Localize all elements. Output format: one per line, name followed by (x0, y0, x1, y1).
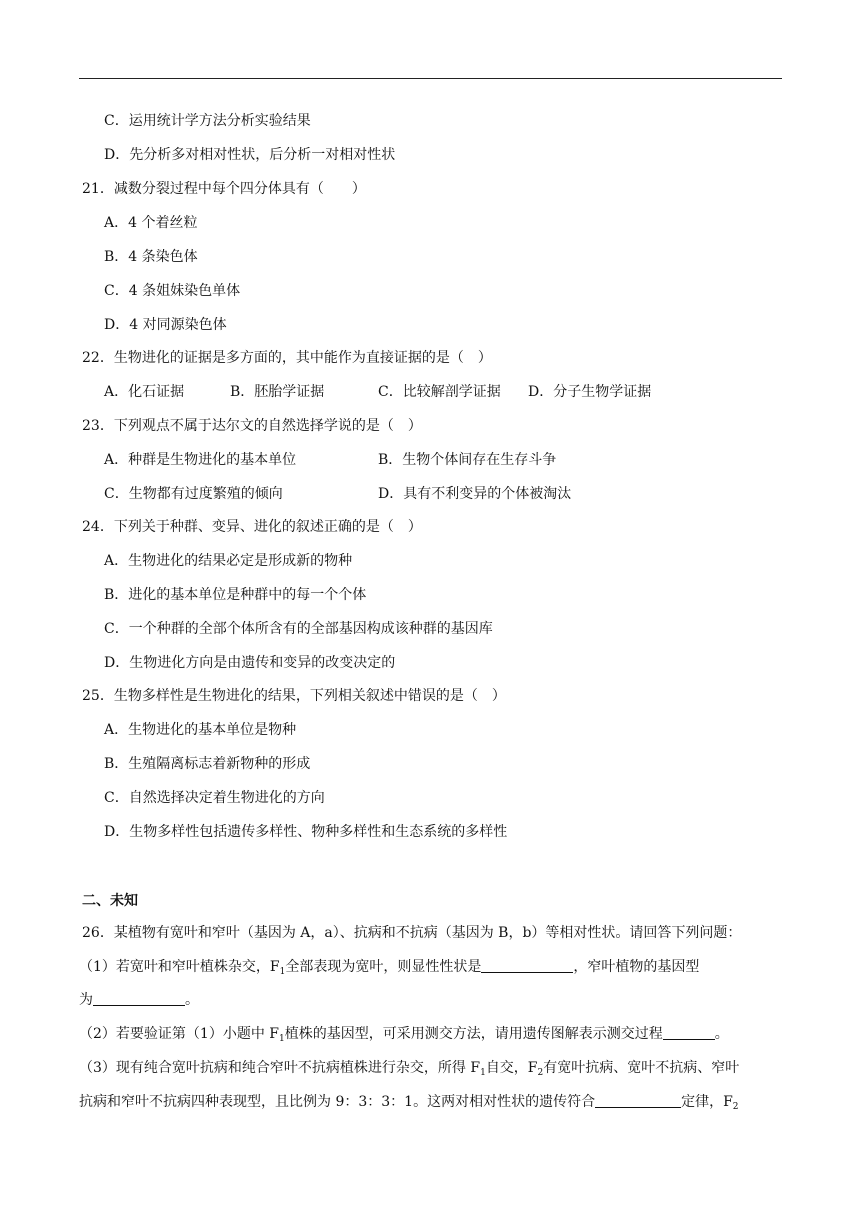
q26-part3-text-b: 自交，F (485, 1060, 538, 1076)
q21-stem: 21．减数分裂过程中每个四分体具有（ ） (82, 181, 366, 197)
q24-option-c[interactable]: C．一个种群的全部个体所含有的全部基因构成该种群的基因库 (104, 621, 493, 637)
q23-option-b[interactable]: B．生物个体间存在生存斗争 (378, 452, 557, 468)
q25-option-b[interactable]: B．生殖隔离标志着新物种的形成 (104, 756, 311, 772)
q26-part1-text-b: 全部表现为宽叶，则显性性状是 (285, 959, 482, 975)
q26-part3-line2 (79, 1093, 739, 1111)
q25-option-a[interactable]: A．生物进化的基本单位是物种 (104, 722, 297, 738)
q22-option-a[interactable]: A．化石证据 (104, 384, 185, 400)
q26-part2-sub: 1 (278, 1034, 285, 1044)
q21-option-b[interactable]: B．4 条染色体 (104, 249, 198, 265)
q26-part3-text-a: （3）现有纯合宽叶抗病和纯合窄叶不抗病植株进行杂交，所得 F (79, 1060, 481, 1076)
q21-option-a[interactable]: A．4 个着丝粒 (104, 215, 198, 231)
q26-part1-sub: 1 (279, 967, 286, 977)
q20-option-d[interactable]: D．先分析多对相对性状，后分析一对相对性状 (104, 147, 396, 163)
q23-option-c[interactable]: C．生物都有过度繁殖的倾向 (104, 486, 283, 502)
q24-option-b[interactable]: B．进化的基本单位是种群中的每一个个体 (104, 587, 367, 603)
q26-part3-sub2: 2 (537, 1068, 544, 1078)
q24-stem: 24．下列关于种群、变异、进化的叙述正确的是（ ） (82, 519, 422, 535)
q26-part1-text-c: ，窄叶植物的基因型 (573, 959, 700, 975)
q26-part3-text-e: 定律，F (681, 1094, 733, 1110)
q26-part3-text-d: 抗病和窄叶不抗病四种表现型，且比例为 9：3：3：1。这两对相对性状的遗传符合 (79, 1094, 596, 1110)
q26-part3-sub3: 2 (732, 1102, 739, 1112)
q26-part3-sub1: 1 (480, 1068, 486, 1078)
q26-part2-text-a: （2）若要验证第（1）小题中 F (79, 1026, 279, 1042)
q25-stem: 25．生物多样性是生物进化的结果，下列相关叙述中错误的是（ ） (82, 688, 506, 704)
q24-option-a[interactable]: A．生物进化的结果必定是形成新的物种 (104, 553, 353, 569)
q26-part3-text-c: 有宽叶抗病、宽叶不抗病、窄叶 (543, 1060, 740, 1076)
q21-option-d[interactable]: D．4 对同源染色体 (104, 317, 227, 333)
q26-part2 (79, 1025, 729, 1043)
q26-stem: 26．某植物有宽叶和窄叶（基因为 A，a）、抗病和不抗病（基因为 B，b）等相对性状。请回答下列问题： (82, 925, 742, 941)
q26-part1-line1 (79, 958, 699, 976)
q20-option-c[interactable]: C．运用统计学方法分析实验结果 (104, 113, 311, 129)
header-rule (79, 78, 782, 79)
q26-blank-law[interactable] (595, 1093, 681, 1108)
q26-part1-line2 (79, 991, 199, 1009)
q23-option-a[interactable]: A．种群是生物进化的基本单位 (104, 452, 297, 468)
q23-stem: 23．下列观点不属于达尔文的自然选择学说的是（ ） (82, 418, 422, 434)
q22-stem: 22．生物进化的证据是多方面的，其中能作为直接证据的是（ ） (82, 350, 492, 366)
q26-blank-testcross[interactable] (663, 1025, 715, 1040)
q21-option-c[interactable]: C．4 条姐妹染色单体 (104, 283, 241, 299)
q26-part1-text-a: （1）若宽叶和窄叶植株杂交，F (79, 959, 280, 975)
q26-part2-text-b: 植株的基因型，可采用测交方法，请用遗传图解表示测交过程 (284, 1026, 663, 1042)
q26-part1-text-e: 。 (185, 992, 199, 1008)
q25-option-d[interactable]: D．生物多样性包括遗传多样性、物种多样性和生态系统的多样性 (104, 824, 508, 840)
q26-part2-text-c: 。 (714, 1026, 729, 1042)
q26-blank-dominant[interactable] (481, 958, 573, 973)
q24-option-d[interactable]: D．生物进化方向是由遗传和变异的改变决定的 (104, 655, 396, 671)
q23-option-d[interactable]: D．具有不利变异的个体被淘汰 (378, 486, 572, 502)
section-title: 二、未知 (82, 893, 138, 909)
q25-option-c[interactable]: C．自然选择决定着生物进化的方向 (104, 790, 325, 806)
q26-blank-genotype[interactable] (93, 991, 185, 1006)
q26-part3-line1 (79, 1059, 739, 1077)
q22-option-b[interactable]: B．胚胎学证据 (230, 384, 325, 400)
q22-option-c[interactable]: C．比较解剖学证据 (378, 384, 501, 400)
q22-option-d[interactable]: D．分子生物学证据 (528, 384, 652, 400)
q26-part1-text-d: 为 (79, 992, 93, 1008)
